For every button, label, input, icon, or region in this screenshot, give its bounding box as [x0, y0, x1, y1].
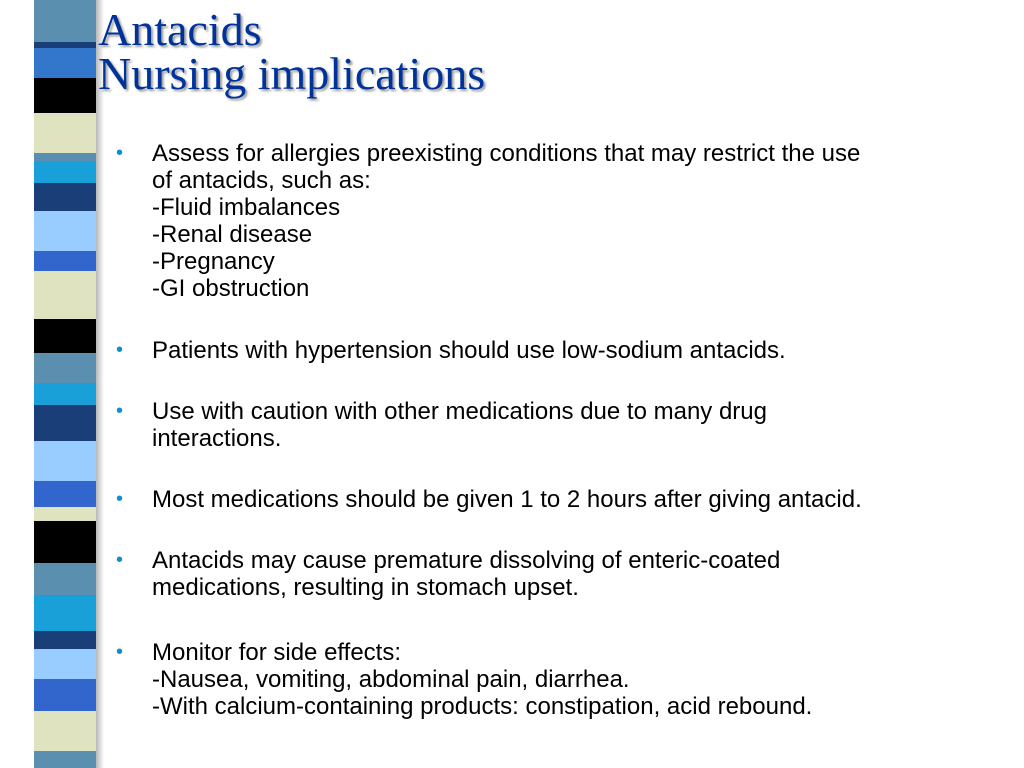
bullet-text-line: -With calcium-containing products: constipation, acid rebound.: [152, 693, 813, 720]
stripe-block: [34, 711, 96, 751]
stripe-block: [34, 751, 96, 768]
bullet-marker: •: [116, 142, 124, 164]
stripe-block: [34, 631, 96, 649]
bullet-marker: •: [116, 549, 124, 571]
decorative-stripe-bar: [34, 0, 96, 768]
bullet-marker: •: [116, 488, 124, 510]
bullet-text-line: Patients with hypertension should use low-sodium antacids.: [152, 337, 786, 364]
bullet-text-line: -Fluid imbalances: [152, 194, 341, 221]
bullet-item: [116, 140, 1016, 302]
bullet-item: [116, 639, 1016, 720]
stripe-block: [34, 563, 96, 595]
stripe-block: [34, 507, 96, 521]
bullet-marker: •: [116, 339, 124, 361]
stripe-block: [34, 595, 96, 631]
stripe-block: [34, 405, 96, 441]
bullet-item: [116, 337, 1016, 364]
bullet-marker: •: [116, 641, 124, 663]
stripe-block: [34, 353, 96, 383]
stripe-block: [34, 679, 96, 711]
bullet-text-line: -Pregnancy: [152, 248, 275, 275]
stripe-block: [34, 271, 96, 319]
bullet-item: [116, 547, 1016, 601]
stripe-block: [34, 0, 96, 42]
stripe-block: [34, 481, 96, 507]
stripe-block: [34, 211, 96, 251]
stripe-block: [34, 319, 96, 353]
slide-title-line-2: Nursing implications: [98, 48, 486, 99]
stripe-block: [34, 521, 96, 563]
bullet-text-line: Use with caution with other medications due to many drug: [152, 398, 767, 425]
stripe-block: [34, 251, 96, 271]
stripe-block: [34, 383, 96, 405]
bullet-item: [116, 486, 1016, 513]
bullet-text-line: -Nausea, vomiting, abdominal pain, diarrhea.: [152, 666, 630, 693]
bullet-text-line: Monitor for side effects:: [152, 639, 401, 666]
stripe-block: [34, 441, 96, 481]
bullet-text-line: medications, resulting in stomach upset.: [152, 574, 579, 601]
stripe-block: [34, 153, 96, 161]
stripe-block: [34, 183, 96, 211]
bullet-text-line: interactions.: [152, 425, 282, 452]
slide-title-line-1: Antacids: [98, 4, 262, 55]
bullet-item: [116, 398, 1016, 452]
stripe-block: [34, 649, 96, 679]
bullet-text-line: -Renal disease: [152, 221, 313, 248]
slide-title: [98, 4, 486, 99]
stripe-block: [34, 161, 96, 183]
stripe-block: [34, 78, 96, 113]
bullet-text-line: Most medications should be given 1 to 2 hours after giving antacid.: [152, 486, 862, 513]
bullet-marker: •: [116, 400, 124, 422]
bullet-list: [116, 140, 1016, 720]
bullet-text-line: of antacids, such as:: [152, 167, 371, 194]
stripe-block: [34, 48, 96, 78]
bullet-text-line: -GI obstruction: [152, 275, 310, 302]
bullet-text-line: Assess for allergies preexisting conditions that may restrict the use: [152, 140, 861, 167]
stripe-block: [34, 113, 96, 153]
bullet-text-line: Antacids may cause premature dissolving of enteric-coated: [152, 547, 781, 574]
stripe-bar-shadow: [96, 0, 104, 768]
